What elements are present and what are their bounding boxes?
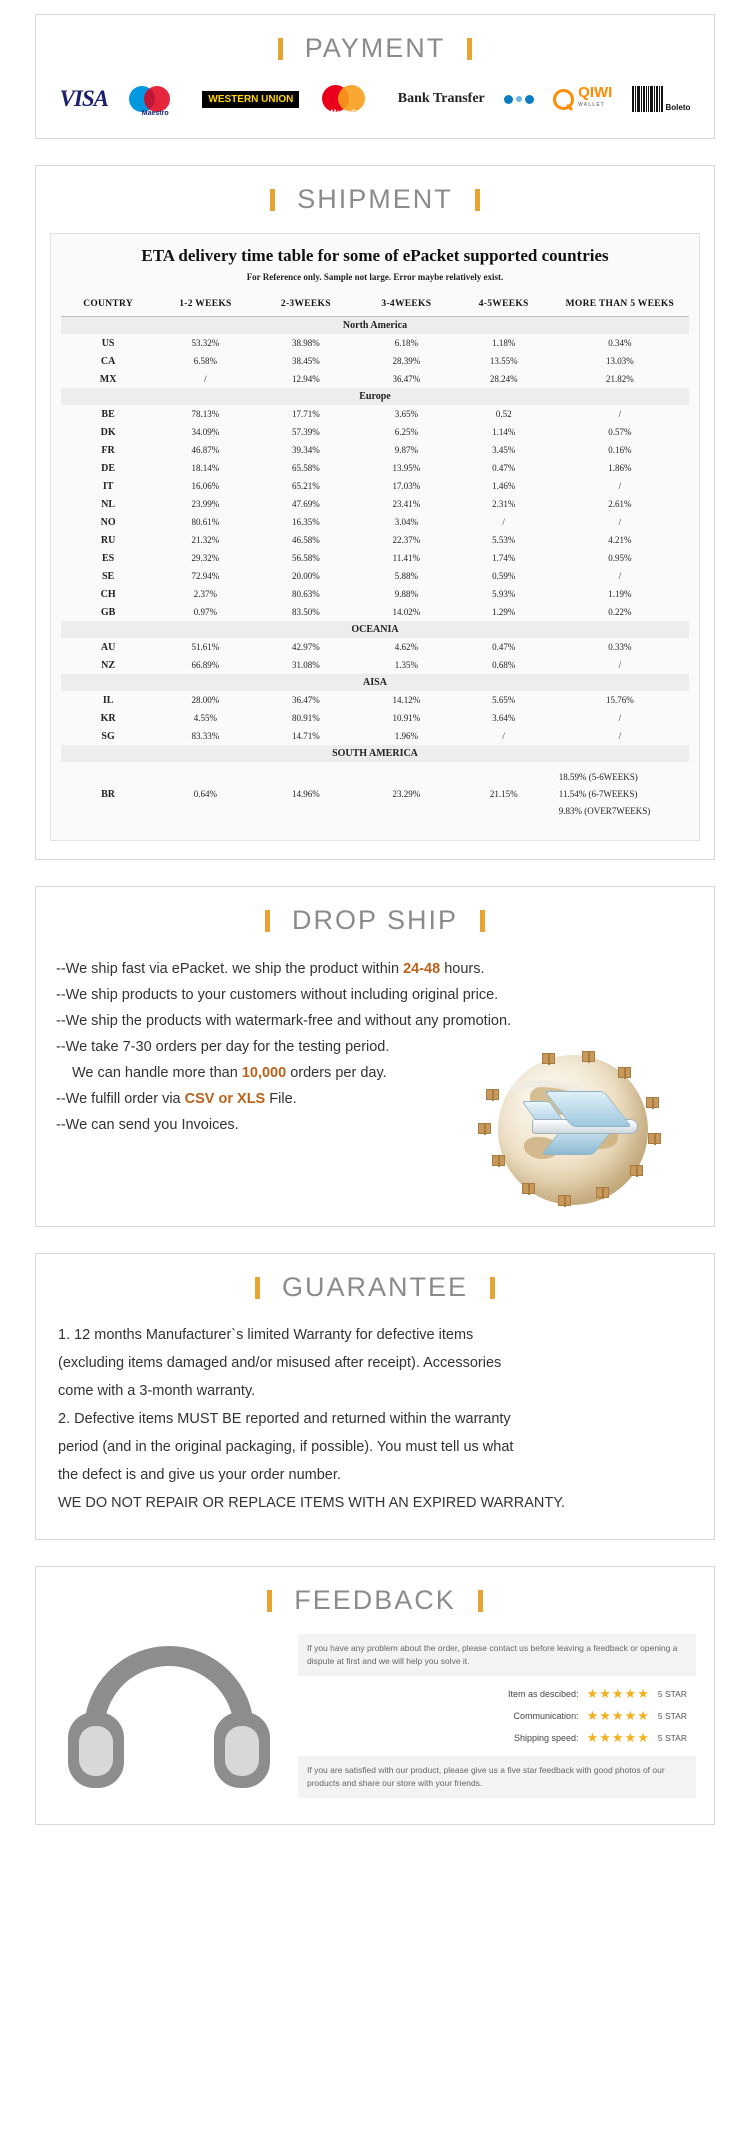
cell-country: MX: [99, 373, 117, 385]
cell-value: 1.96%: [394, 731, 418, 741]
table-row: [61, 513, 689, 531]
payment-panel: [35, 14, 715, 139]
table-row: [61, 762, 689, 826]
cell-value: 18.59% (5-6WEEKS): [558, 772, 638, 782]
cell-value: 18.14%: [191, 463, 220, 473]
cell-value: 6.58%: [193, 356, 218, 366]
guarantee-panel: [35, 1253, 715, 1540]
cell-value: 36.47%: [292, 695, 320, 705]
cell-value: 14.12%: [392, 695, 421, 705]
cell-value: 3.45%: [492, 445, 516, 455]
table-region-row: [61, 745, 689, 762]
table-row: [61, 352, 689, 370]
cell-value: 0.16%: [608, 445, 632, 455]
cell-value: 0.57%: [608, 427, 632, 437]
cell-value: 23.41%: [392, 499, 421, 509]
cell-value: 14.71%: [292, 731, 320, 741]
cell-value: 22.37%: [392, 535, 421, 545]
cell-value: 0.22%: [608, 607, 632, 617]
cell-value: 0.95%: [608, 553, 632, 563]
table-row: [61, 441, 689, 459]
table-row: [61, 423, 689, 441]
cell-value: 5.88%: [394, 571, 418, 581]
cell-value: 0.47%: [492, 642, 516, 652]
region-label: AISA: [61, 674, 689, 691]
globe-plane-illustration-icon: [478, 1037, 688, 1212]
cell-value: 4.21%: [608, 535, 632, 545]
cell-value: 1.14%: [492, 427, 516, 437]
dropship-line: --We ship the products with watermark-free and without any promotion.: [56, 1013, 512, 1029]
cell-value: 17.03%: [392, 481, 421, 491]
title-bar-right-icon: [478, 1590, 483, 1612]
cell-value: 65.21%: [292, 481, 320, 491]
cell-value: 21.32%: [191, 535, 220, 545]
dropship-line: --We take 7-30 orders per day for the testing period.: [56, 1039, 390, 1055]
cell-value: /: [618, 571, 622, 581]
guarantee-line: 1. 12 months Manufacturer`s limited Warranty for defective items: [58, 1327, 474, 1343]
cell-value: 28.00%: [191, 695, 220, 705]
dropship-line: --We ship products to your customers without including original price.: [56, 987, 499, 1003]
cell-country: IT: [102, 480, 114, 492]
payment-boleto-icon: Boleto: [632, 84, 691, 114]
cell-value: 1.29%: [492, 607, 516, 617]
dropship-title: DROP SHIP: [36, 887, 714, 950]
table-row: [61, 531, 689, 549]
cell-value: 80.91%: [292, 713, 320, 723]
cell-value: 34.09%: [191, 427, 220, 437]
payment-maestro-icon: Maestro: [127, 84, 183, 114]
eta-subtitle: For Reference only. Sample not large. Error maybe relatively exist.: [246, 272, 504, 282]
col-more-than-5-weeks: MORE THAN 5 WEEKS: [551, 292, 689, 317]
cell-value: 17.71%: [292, 409, 320, 419]
table-row: [61, 370, 689, 388]
cell-country: BE: [101, 408, 115, 420]
payment-western-union-icon: WESTERN UNION: [202, 84, 299, 114]
cell-value: 0.47%: [492, 463, 516, 473]
region-label: OCEANIA: [61, 621, 689, 638]
cell-value: 3.64%: [492, 713, 516, 723]
cell-value: 10.91%: [392, 713, 421, 723]
table-region-row: [61, 674, 689, 691]
cell-value: 9.88%: [394, 589, 418, 599]
airplane-icon: [522, 1085, 642, 1165]
rating-label: Communication:: [513, 1711, 579, 1721]
cell-value: 1.46%: [492, 481, 516, 491]
star-rating-icon: ★★★★★: [586, 1686, 650, 1701]
rating-label: Item as descibed:: [508, 1689, 579, 1699]
cell-value: 6.25%: [394, 427, 418, 437]
cell-value: 4.55%: [193, 713, 218, 723]
cell-value: 6.18%: [394, 338, 418, 348]
star-rating-icon: ★★★★★: [586, 1730, 650, 1745]
col-3-4-weeks: 3-4WEEKS: [356, 292, 456, 317]
cell-value: 1.18%: [492, 338, 516, 348]
guarantee-line: period (and in the original packaging, if possible). You must tell us what: [58, 1439, 514, 1455]
table-row: [61, 691, 689, 709]
title-bar-right-icon: [480, 910, 485, 932]
cell-value: 23.99%: [191, 499, 220, 509]
cell-value: 2.37%: [193, 589, 218, 599]
cell-value: 3.04%: [394, 517, 418, 527]
cell-country: AU: [100, 641, 116, 653]
cell-country: BR: [101, 788, 116, 800]
table-row: [61, 727, 689, 745]
table-row: [61, 495, 689, 513]
col-4-5-weeks: 4-5WEEKS: [457, 292, 551, 317]
cell-value: 57.39%: [292, 427, 320, 437]
guarantee-line: the defect is and give us your order number.: [58, 1467, 341, 1483]
cell-country: FR: [101, 444, 115, 456]
dropship-highlight: CSV or XLS: [184, 1091, 266, 1107]
feedback-body: [36, 1630, 714, 1824]
cell-country: NL: [101, 498, 116, 510]
cell-value: /: [618, 731, 622, 741]
cell-value: 0.33%: [608, 642, 632, 652]
cell-value: 21.15%: [489, 789, 518, 799]
cell-value: 2.31%: [492, 499, 516, 509]
table-row: [61, 567, 689, 585]
cell-value: 65.58%: [292, 463, 320, 473]
cell-value: /: [502, 731, 505, 741]
cell-value: 5.53%: [492, 535, 516, 545]
table-region-row: [61, 388, 689, 405]
cell-value: 5.65%: [492, 695, 516, 705]
cell-country: GB: [100, 606, 116, 618]
shipment-panel: [35, 165, 715, 860]
rating-value: 5 STAR: [657, 1689, 687, 1699]
cell-value: /: [502, 517, 505, 527]
cell-value: 38.98%: [292, 338, 320, 348]
eta-table: [61, 292, 689, 826]
cell-value: 46.87%: [191, 445, 220, 455]
title-bar-left-icon: [267, 1590, 272, 1612]
cell-value: 31.08%: [292, 660, 320, 670]
cell-value: 20.00%: [292, 571, 320, 581]
feedback-rating-row: [298, 1705, 696, 1727]
guarantee-body: [36, 1317, 714, 1539]
cell-value: 11.54% (6-7WEEKS): [558, 789, 638, 799]
cell-value: /: [618, 481, 622, 491]
region-label: SOUTH AMERICA: [61, 745, 689, 762]
cell-value: 13.55%: [489, 356, 518, 366]
guarantee-title: GUARANTEE: [36, 1254, 714, 1317]
title-bar-right-icon: [475, 189, 480, 211]
cell-value: 51.61%: [191, 642, 220, 652]
title-bar-left-icon: [265, 910, 270, 932]
dropship-line: --We ship fast via ePacket. we ship the product within 24-48 hours.: [56, 961, 485, 977]
cell-value: 9.87%: [394, 445, 418, 455]
payment-webmoney-icon: [504, 84, 534, 114]
table-row: [61, 405, 689, 423]
table-row: [61, 459, 689, 477]
guarantee-line: WE DO NOT REPAIR OR REPLACE ITEMS WITH AN EXPIRED WARRANTY.: [58, 1495, 566, 1511]
col-1-2-weeks: 1-2 WEEKS: [155, 292, 255, 317]
table-row: [61, 709, 689, 727]
payment-methods: [36, 78, 714, 138]
cell-value: /: [618, 713, 622, 723]
payment-mastercard-icon: MasterCard: [319, 84, 379, 114]
rating-label: Shipping speed:: [514, 1733, 579, 1743]
eta-title: ETA delivery time table for some of ePacket supported countries: [141, 246, 609, 265]
table-row: [61, 638, 689, 656]
cell-country: NO: [100, 516, 116, 528]
cell-more-than-5-weeks: [551, 762, 689, 826]
cell-value: 3.65%: [394, 409, 418, 419]
cell-value: 14.02%: [392, 607, 421, 617]
table-row: [61, 656, 689, 674]
cell-value: 1.74%: [492, 553, 516, 563]
cell-value: 53.32%: [191, 338, 220, 348]
cell-country: US: [101, 337, 115, 349]
payment-title: PAYMENT: [36, 15, 714, 78]
feedback-rating-list: [298, 1683, 696, 1749]
feedback-note-top: If you have any problem about the order, please contact us before leaving a feedback or opening a dispute at first and we will help you solve it.: [298, 1634, 696, 1676]
cell-value: 1.19%: [608, 589, 632, 599]
cell-value: 47.69%: [292, 499, 320, 509]
cell-value: 16.35%: [292, 517, 320, 527]
cell-value: 4.62%: [394, 642, 418, 652]
cell-value: 72.94%: [191, 571, 220, 581]
cell-country: SG: [101, 730, 115, 742]
cell-value: 80.61%: [191, 517, 220, 527]
cell-value: 46.58%: [292, 535, 320, 545]
star-rating-icon: ★★★★★: [586, 1708, 650, 1723]
cell-value: 66.89%: [191, 660, 220, 670]
cell-value: 14.96%: [292, 789, 320, 799]
feedback-title: FEEDBACK: [36, 1567, 714, 1630]
cell-value: 15.76%: [606, 695, 634, 705]
cell-value: 42.97%: [292, 642, 320, 652]
cell-country: CH: [100, 588, 116, 600]
dropship-highlight: 24-48: [403, 961, 441, 977]
feedback-panel: [35, 1566, 715, 1825]
guarantee-line: 2. Defective items MUST BE reported and returned within the warranty: [58, 1411, 511, 1427]
cell-value: 0.34%: [608, 338, 632, 348]
cell-value: 5.93%: [492, 589, 516, 599]
rating-value: 5 STAR: [657, 1733, 687, 1743]
cell-value: 2.61%: [608, 499, 632, 509]
region-label: North America: [61, 317, 689, 335]
dropship-line: --We can send you Invoices.: [56, 1117, 239, 1133]
cell-country: RU: [100, 534, 116, 546]
cell-value: /: [618, 517, 622, 527]
feedback-rating-row: [298, 1683, 696, 1705]
title-bar-right-icon: [490, 1277, 495, 1299]
rating-value: 5 STAR: [657, 1711, 687, 1721]
cell-value: /: [204, 374, 207, 384]
cell-value: 83.33%: [191, 731, 220, 741]
cell-value: 1.86%: [608, 463, 632, 473]
payment-visa-icon: VISA: [59, 86, 109, 111]
cell-value: 0.52: [495, 409, 512, 419]
cell-value: 11.41%: [392, 553, 421, 563]
cell-country: KR: [100, 712, 116, 724]
feedback-note-bottom: If you are satisfied with our product, please give us a five star feedback with good photos of our products and share our store with your friends.: [298, 1756, 696, 1798]
cell-value: 38.45%: [292, 356, 320, 366]
cell-value: 78.13%: [191, 409, 220, 419]
cell-value: 1.35%: [394, 660, 418, 670]
cell-value: 0.97%: [193, 607, 218, 617]
guarantee-line: (excluding items damaged and/or misused after receipt). Accessories: [58, 1355, 502, 1371]
cell-value: 36.47%: [392, 374, 421, 384]
title-bar-left-icon: [278, 38, 283, 60]
cell-value: 13.95%: [392, 463, 421, 473]
table-region-row: [61, 621, 689, 638]
col-country: COUNTRY: [61, 292, 155, 317]
feedback-details: [298, 1634, 696, 1798]
cell-value: 9.83% (OVER7WEEKS): [558, 806, 651, 816]
cell-country: CA: [100, 355, 116, 367]
cell-value: /: [618, 660, 622, 670]
shipment-title: SHIPMENT: [36, 166, 714, 229]
dropship-line: --We fulfill order via CSV or XLS File.: [56, 1091, 297, 1107]
eta-table-box: [50, 233, 700, 841]
payment-bank-transfer-label: Bank Transfer: [397, 91, 485, 106]
title-bar-left-icon: [270, 189, 275, 211]
cell-value: 12.94%: [292, 374, 320, 384]
cell-value: 28.24%: [489, 374, 518, 384]
dropship-line: We can handle more than 10,000 orders per day.: [72, 1065, 387, 1081]
cell-country: ES: [101, 552, 115, 564]
guarantee-line: come with a 3-month warranty.: [58, 1383, 256, 1399]
table-row: [61, 334, 689, 352]
table-header-row: [61, 292, 689, 317]
cell-value: 21.82%: [606, 374, 634, 384]
feedback-rating-row: [298, 1727, 696, 1749]
table-row: [61, 585, 689, 603]
cell-country: DE: [101, 462, 116, 474]
cell-country: NZ: [101, 659, 116, 671]
cell-value: 80.63%: [292, 589, 320, 599]
cell-value: 0.59%: [492, 571, 516, 581]
dropship-body: [36, 950, 714, 1226]
cell-country: IL: [102, 694, 114, 706]
cell-value: 0.68%: [492, 660, 516, 670]
cell-value: 16.06%: [191, 481, 220, 491]
cell-value: 0.64%: [193, 789, 218, 799]
dropship-highlight: 10,000: [241, 1065, 287, 1081]
cell-value: 29.32%: [191, 553, 220, 563]
table-row: [61, 549, 689, 567]
cell-value: 13.03%: [606, 356, 634, 366]
payment-qiwi-icon: QIWI WALLET: [553, 84, 612, 114]
cell-value: /: [618, 409, 622, 419]
cell-country: SE: [101, 570, 115, 582]
cell-value: 83.50%: [292, 607, 320, 617]
cell-value: 23.29%: [392, 789, 421, 799]
region-label: Europe: [61, 388, 689, 405]
table-row: [61, 603, 689, 621]
cell-value: 39.34%: [292, 445, 320, 455]
dropship-panel: [35, 886, 715, 1227]
table-row: [61, 477, 689, 495]
title-bar-right-icon: [467, 38, 472, 60]
headphones-icon: [54, 1634, 284, 1794]
title-bar-left-icon: [255, 1277, 260, 1299]
cell-value: 28.39%: [392, 356, 421, 366]
cell-value: 56.58%: [292, 553, 320, 563]
col-2-3-weeks: 2-3WEEKS: [256, 292, 356, 317]
table-region-row: [61, 317, 689, 335]
cell-country: DK: [100, 426, 116, 438]
